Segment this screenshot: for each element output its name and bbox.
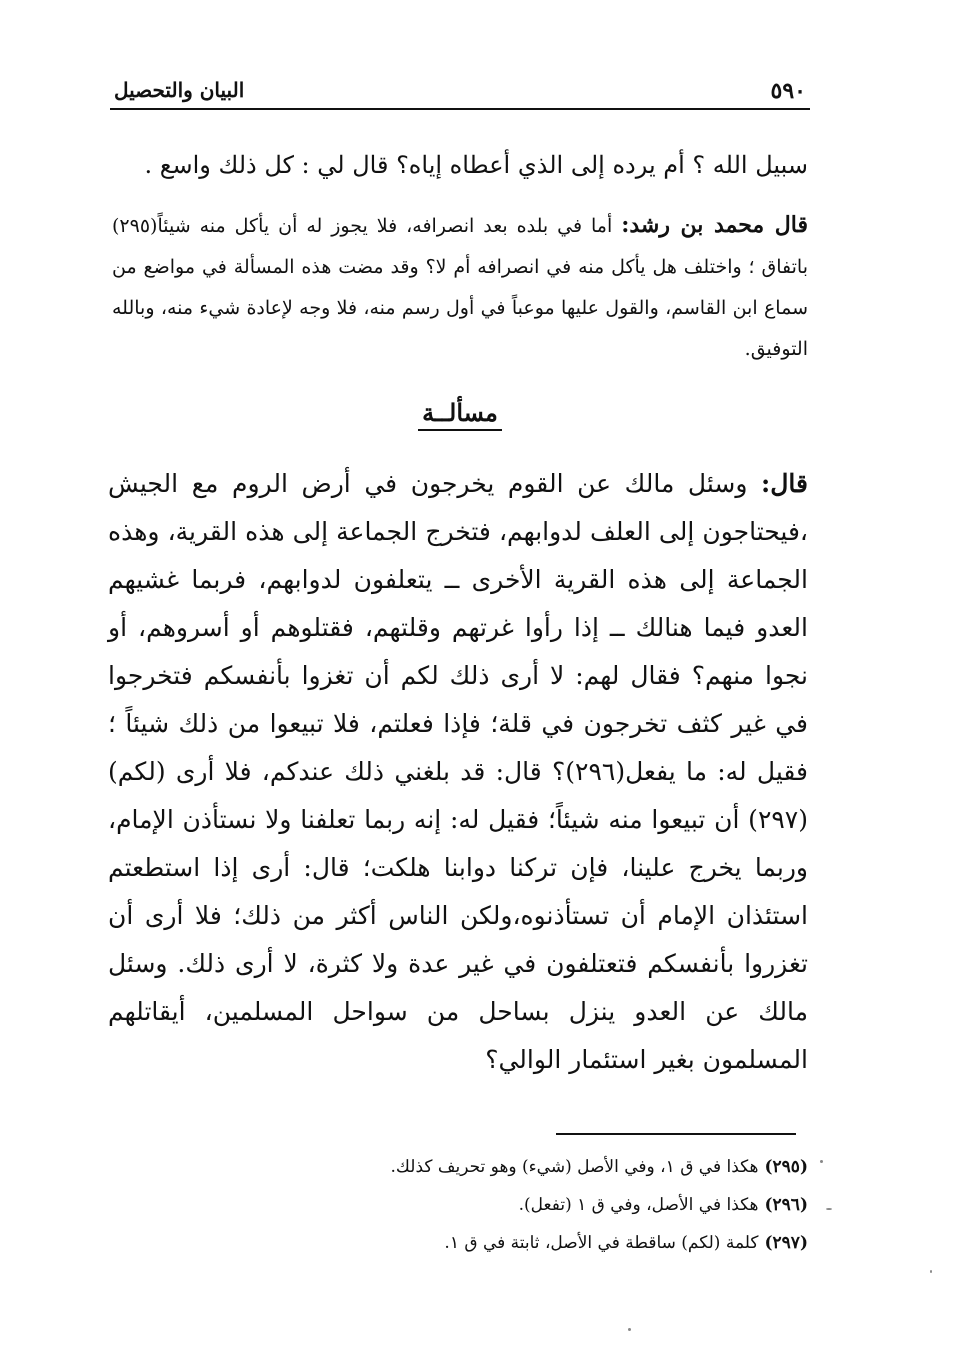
footnote-number: (٢٩٧): [764, 1233, 808, 1253]
footnote-ref-297: (٢٩٧): [748, 805, 808, 834]
section-heading: [110, 398, 810, 427]
body-text-part-b: ؟ قال: قد بلغني ذلك عندكم، فلا أرى (لكم): [108, 757, 566, 786]
footnotes: [200, 1148, 808, 1262]
footnote-item: [200, 1186, 808, 1224]
page-number: ٥٩٠: [770, 78, 806, 104]
scan-speck: [820, 1160, 823, 1163]
body-text-part-c: أن تبيعوا منه شيئاً؛ فقيل له: إنه ربما تعلفنا ولا نستأذن الإمام، وربما يخرج علينا، فإن تركنا دوابنا هلكت؛ قال: أرى إذا استطعتم استئذان الإمام أن تستأذنوه،ولكن الناس أكثر من ذلك؛ فلا أرى أن تغزروا بأنفسكم فتعتلفون في غير عدة ولا كثرة، لا أرى ذلك. وسئل مالك عن العدو ينزل بساحل من سواحل المسلمين، أيقاتلهم المسلمون بغير استئمار الوالي؟: [108, 805, 808, 1074]
footnote-number: (٢٩٥): [764, 1157, 808, 1177]
intro-text: سبيل الله ؟ أم يرده إلى الذي أعطاه إياه؟ قال لي : كل ذلك واسع .: [144, 151, 808, 179]
book-title: البيان والتحصيل: [114, 78, 245, 102]
scan-speck: [826, 1208, 832, 1210]
scan-speck: [628, 1328, 631, 1331]
ruling-speaker: قال محمد بن رشد:: [621, 212, 809, 238]
footnote-item: [200, 1148, 808, 1186]
footnote-ref-296: (٢٩٦): [565, 757, 626, 786]
main-paragraph: [108, 460, 808, 1084]
running-header: [110, 78, 810, 108]
footnote-text: كلمة (لكم) ساقطة في الأصل، ثابتة في ق ١.: [444, 1233, 759, 1253]
body-text-part-a: وسئل مالك عن القوم يخرجون في أرض الروم مع الجيش ،فيحتاجون إلى العلف لدوابهم، فتخرج الجماعة إلى هذه القرية، وهذه الجماعة إلى هذه القرية الأخرى ــ يتعلفون لدوابهم، فربما غشيهم العدو فيما هنالك ــ إذا رأوا غرتهم وقلتهم، فقتلوهم أو أسروهم، أو نجوا منهم؟ فقال لهم: لا أرى ذلك لكم أن تغزوا بأنفسكم فتخرجوا في غير كثف تخرجون في قلة؛ فإذا فعلتم، فلا تبيعوا من ذلك شيئاً ؛ فقيل له: ما يفعل: [108, 469, 808, 786]
ruling-text-part-a: أما في بلده بعد انصرافه، فلا يجوز له أن يأكل منه شيئاً: [157, 215, 622, 237]
scan-speck: [930, 1270, 932, 1273]
footnote-separator: [556, 1133, 796, 1135]
footnote-ref-295: (٢٩٥): [112, 215, 158, 237]
footnote-text: هكذا في ق ١، وفي الأصل (شيء) وهو تحريف كذلك.: [390, 1157, 759, 1177]
section-title: مسألــة: [418, 398, 502, 431]
footnote-number: (٢٩٦): [764, 1195, 808, 1215]
footnote-item: [200, 1224, 808, 1262]
body-speaker: قال:: [761, 469, 808, 498]
header-rule: [110, 108, 810, 110]
ruling-paragraph: [112, 205, 808, 370]
footnote-text: هكذا في الأصل، وفي ق ١ (تفعل).: [518, 1195, 759, 1215]
intro-paragraph: [112, 145, 808, 185]
ruling-text-part-b: باتفاق ؛ واختلف هل يأكل منه في انصرافه أم لا؟ وقد مضت هذه المسألة في مواضع من سماع ابن القاسم، والقول عليها موعباً في أول رسم منه، فلا وجه لإعادة شيء منه، وبالله التوفيق.: [112, 256, 808, 360]
